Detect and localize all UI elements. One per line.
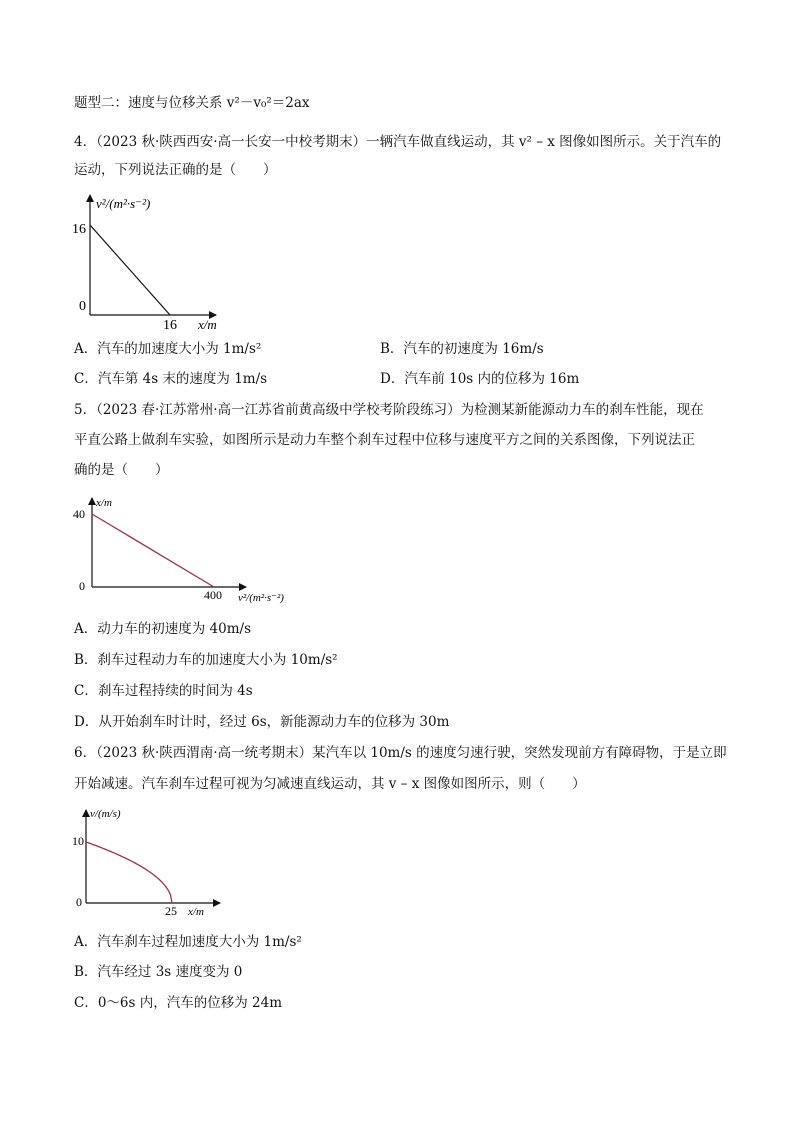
q5-stem-line3: 确的是（ ） <box>74 462 169 478</box>
q4-xlabel: x/m <box>198 317 217 330</box>
q5-option-c: C．刹车过程持续的时间为 4s <box>74 683 253 699</box>
q4-stem-line1: 4．（2023 秋·陕西西安·高一长安一中校考期末）一辆汽车做直线运动，其 v² – x 图像如图所示。关于汽车的 <box>74 134 722 150</box>
q6-ylabel: v/(m/s) <box>90 808 121 820</box>
q5-y-tick-label: 40 <box>73 507 85 521</box>
q6-stem-line1: 6．（2023 秋·陕西渭南·高一统考期末）某汽车以 10m/s 的速度匀速行驶，突然发现前方有障碍物，于是立即 <box>74 745 727 761</box>
q5-option-a: A．动力车的初速度为 40m/s <box>74 621 251 637</box>
q4-ylabel: v²/(m²·s⁻²) <box>96 196 151 211</box>
q5-series-line <box>92 514 214 587</box>
q5-stem-line2: 平直公路上做刹车实验，如图所示是动力车整个刹车过程中位移与速度平方之间的关系图像，下列说法正 <box>74 432 695 448</box>
q6-option-c: C．0～6s 内，汽车的位移为 24m <box>74 995 282 1011</box>
q4-y-tick-label: 16 <box>72 222 86 237</box>
q4-option-c: C．汽车第 4s 末的速度为 1m/s <box>74 371 268 387</box>
q6-xlabel: x/m <box>188 906 204 918</box>
q5-xlabel: v²/(m²·s⁻²) <box>238 592 284 604</box>
q6-option-b: B．汽车经过 3s 速度变为 0 <box>74 964 243 980</box>
q5-x-tick-label: 400 <box>204 588 222 602</box>
q5-option-b: B．刹车过程动力车的加速度大小为 10m/s² <box>74 652 338 668</box>
q6-origin-label: 0 <box>76 895 82 909</box>
q6-chart <box>70 804 230 920</box>
q5-option-d: D．从开始刹车时计时，经过 6s，新能源动力车的位移为 30m <box>74 714 450 730</box>
q4-stem-line2: 运动，下列说法正确的是（ ） <box>74 162 277 178</box>
q6-option-a: A．汽车刹车过程加速度大小为 1m/s² <box>74 934 302 950</box>
q4-chart <box>70 190 230 330</box>
q6-series-curve <box>86 842 172 903</box>
section-title: 题型二：速度与位移关系 v²－v₀²＝2ax <box>74 95 310 111</box>
q4-option-b: B．汽车的初速度为 16m/s <box>380 341 544 357</box>
q4-x-tick-label: 16 <box>163 318 177 330</box>
q4-option-a: A．汽车的加速度大小为 1m/s² <box>74 341 262 357</box>
q4-origin-label: 0 <box>79 299 86 314</box>
q6-y-tick-label: 10 <box>72 834 84 848</box>
q6-stem-line2: 开始减速。汽车刹车过程可视为匀减速直线运动，其 v – x 图像如图所示，则（ ） <box>74 776 586 792</box>
q6-x-tick-label: 25 <box>165 904 177 918</box>
q5-ylabel: x/m <box>96 497 112 509</box>
q4-series-line <box>90 225 170 315</box>
q5-origin-label: 0 <box>79 579 85 593</box>
q5-stem-line1: 5．（2023 春·江苏常州·高一江苏省前黄高级中学校考阶段练习）为检测某新能源动力车的刹车性能，现在 <box>74 402 704 418</box>
q5-chart <box>70 492 310 610</box>
q4-option-d: D．汽车前 10s 内的位移为 16m <box>380 371 580 387</box>
